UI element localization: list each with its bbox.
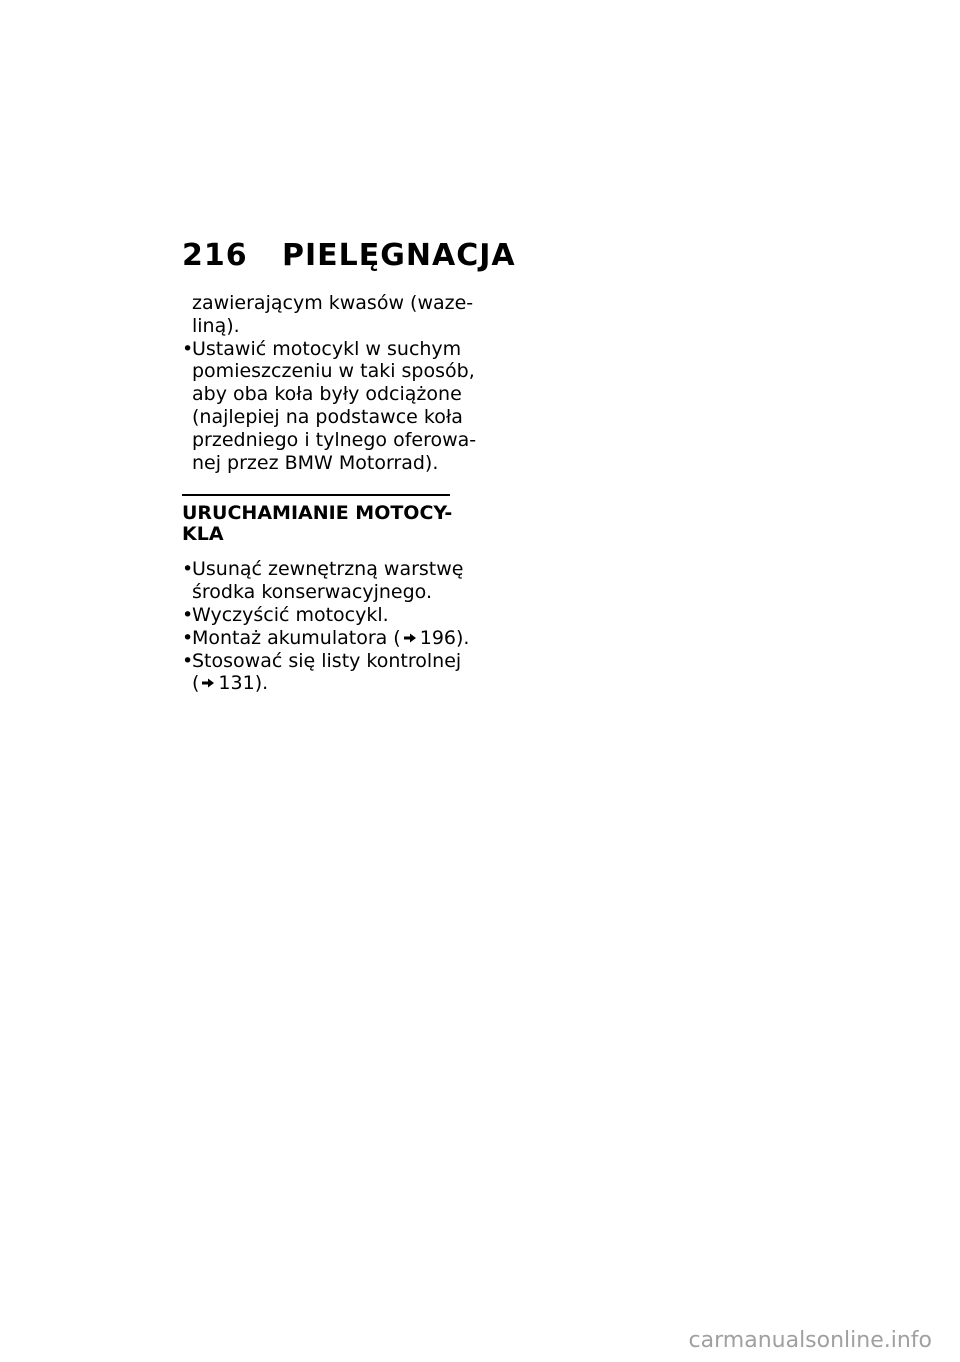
- list-item: [182, 649, 462, 696]
- bullet: •: [182, 337, 194, 360]
- bullet: •: [182, 649, 194, 672]
- list-item-text: ).: [456, 626, 470, 649]
- list-item: [182, 558, 464, 604]
- bullet: •: [182, 626, 194, 649]
- list-item-text: Montaż akumulatora (: [192, 626, 401, 649]
- list-item-text: nej przez BMW Motorrad).: [192, 451, 439, 474]
- list-item-text: Wyczyścić motocykl.: [192, 603, 389, 626]
- list-item-text: środka konserwacyjnego.: [192, 581, 432, 604]
- continued-text-line: zawierającym kwasów (waze-: [192, 292, 474, 314]
- list-item-text: Stosować się listy kontrolnej: [192, 649, 462, 672]
- section-divider: [182, 494, 450, 496]
- list-item: [182, 337, 477, 475]
- list-item-text: ).: [254, 672, 269, 695]
- list-item-text: (: [192, 672, 200, 695]
- list-item: [182, 626, 470, 650]
- list-item-text: pomieszczeniu w taki sposób,: [192, 360, 475, 383]
- page-reference-link[interactable]: 196: [419, 626, 456, 649]
- watermark: carmanualsonline.info: [688, 1328, 932, 1353]
- list-item-text: Usunąć zewnętrzną warstwę: [192, 558, 464, 581]
- list-item-text: (najlepiej na podstawce koła: [192, 405, 463, 428]
- section-heading-line: URUCHAMIANIE MOTOCY-: [182, 502, 453, 525]
- list-item-text: aby oba koła były odciążone: [192, 383, 462, 406]
- page-header: [182, 238, 516, 278]
- list-item: [182, 604, 452, 627]
- chapter-title: PIELĘGNACJA: [282, 238, 516, 273]
- continued-text-line: liną).: [192, 314, 240, 337]
- bullet: •: [182, 558, 194, 581]
- page-content: [182, 292, 477, 695]
- page-reference-link[interactable]: 131: [218, 672, 255, 695]
- page-reference-arrow-icon: [201, 678, 215, 688]
- bullet: •: [182, 603, 194, 626]
- page-number: 216: [182, 238, 248, 273]
- section-heading: [182, 503, 452, 545]
- page-reference-arrow-icon: [403, 633, 417, 643]
- list-item-text: przedniego i tylnego oferowa-: [192, 428, 477, 451]
- section-heading-line: KLA: [182, 523, 224, 546]
- list-item-text: Ustawić motocykl w suchym: [192, 337, 462, 360]
